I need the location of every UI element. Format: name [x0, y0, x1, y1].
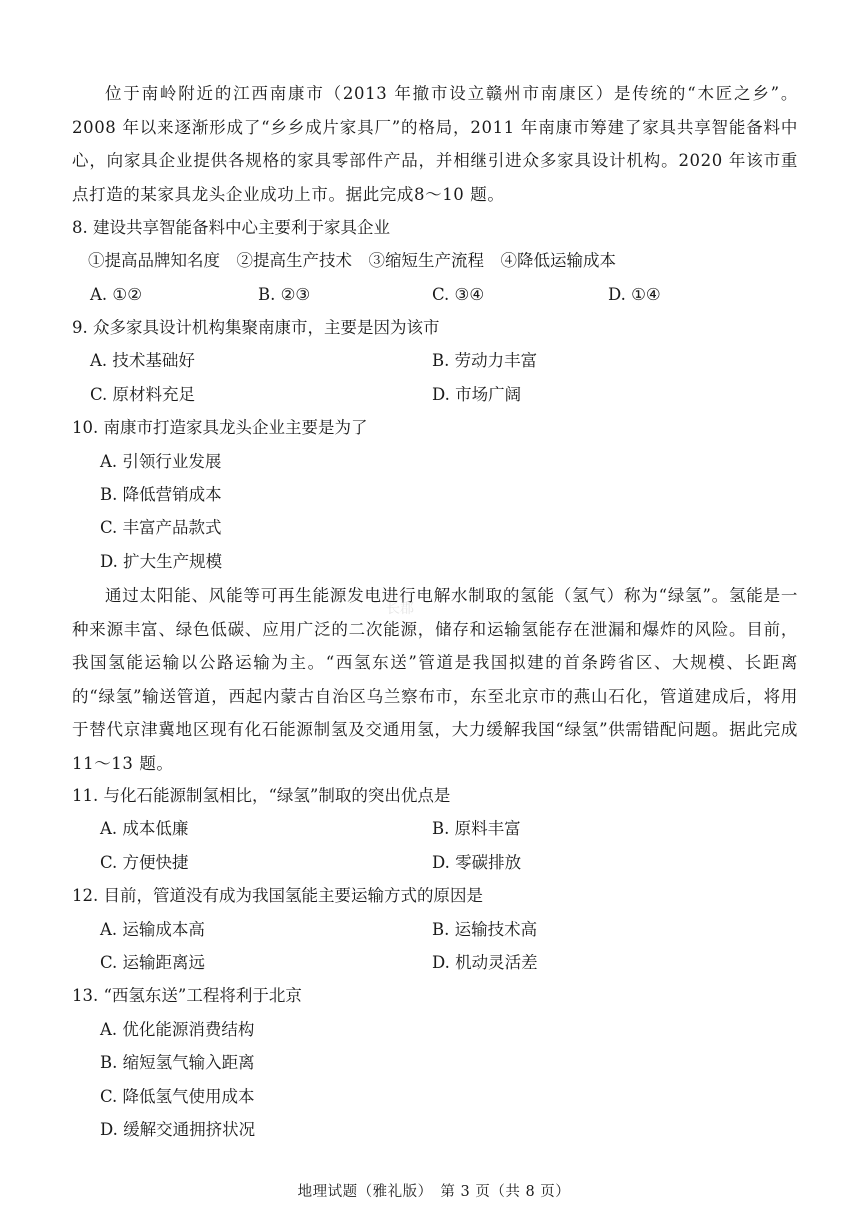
question-8-stem: 8. 建设共享智能备料中心主要利于家具企业 [72, 218, 390, 237]
question-11-option-a: A. 成本低廉 [100, 819, 189, 838]
question-11-option-c: C. 方便快捷 [100, 853, 189, 872]
question-9-option-c: C. 原材料充足 [90, 385, 196, 404]
question-11-option-b: B. 原料丰富 [432, 819, 521, 838]
question-9-stem: 9. 众多家具设计机构集聚南康市，主要是因为该市 [72, 318, 440, 337]
question-12-option-b: B. 运输技术高 [432, 920, 538, 939]
question-12-stem: 12. 目前，管道没有成为我国氢能主要运输方式的原因是 [72, 886, 483, 905]
question-11-stem: 11. 与化石能源制氢相比，“绿氢”制取的突出优点是 [72, 786, 451, 805]
question-12-option-c: C. 运输距离远 [100, 953, 206, 972]
question-13-option-b: B. 缩短氢气输入距离 [100, 1053, 255, 1072]
question-8-items: ①提高品牌知名度 ②提高生产技术 ③缩短生产流程 ④降低运输成本 [88, 251, 616, 270]
passage-nankang: 位于南岭附近的江西南康市（2013 年撤市设立赣州市南康区）是传统的“木匠之乡”。2008 年以来逐渐形成了“乡乡成片家具厂”的格局，2011 年南康市筹建了家具共享智能备料中心，向家具企业提供各规格的家具零部件产品，并相继引进众多家具设计机构。2020 年该市重点打造的某家具龙头企业成功上市。据此完成8～10 题。 [72, 84, 798, 204]
question-8-option-b: B. ②③ [258, 285, 311, 304]
question-10-option-c: C. 丰富产品款式 [100, 518, 222, 537]
question-10-option-a: A. 引领行业发展 [100, 452, 222, 471]
question-10-stem: 10. 南康市打造家具龙头企业主要是为了 [72, 418, 368, 437]
question-13-option-c: C. 降低氢气使用成本 [100, 1087, 255, 1106]
question-9-option-b: B. 劳动力丰富 [432, 351, 538, 370]
question-9-option-d: D. 市场广阔 [432, 385, 522, 404]
question-12-option-d: D. 机动灵活差 [432, 953, 538, 972]
watermark: 长郡 [386, 601, 414, 617]
question-8-option-a: A. ①② [90, 285, 142, 304]
question-8-option-d: D. ①④ [608, 285, 661, 304]
question-11-option-d: D. 零碳排放 [432, 853, 522, 872]
question-10-option-d: D. 扩大生产规模 [100, 552, 223, 571]
question-13-stem: 13. “西氢东送”工程将利于北京 [72, 986, 302, 1005]
question-9-option-a: A. 技术基础好 [90, 351, 195, 370]
question-13-option-d: D. 缓解交通拥挤状况 [100, 1120, 256, 1139]
question-8-option-c: C. ③④ [432, 285, 485, 304]
page-footer: 地理试题（雅礼版） 第 3 页（共 8 页） [297, 1184, 571, 1200]
passage-green-hydrogen: 通过太阳能、风能等可再生能源发电进行电解水制取的氢能（氢气）称为“绿氢”。氢能是一种来源丰富、绿色低碳、应用广泛的二次能源，储存和运输氢能存在泄漏和爆炸的风险。目前，我国氢能运输以公路运输为主。“西氢东送”管道是我国拟建的首条跨省区、大规模、长距离的“绿氢”输送管道，西起内蒙古自治区乌兰察布市，东至北京市的燕山石化，管道建成后，将用于替代京津冀地区现有化石能源制氢及交通用氢，大力缓解我国“绿氢”供需错配问题。据此完成 11～13 题。 [72, 586, 798, 773]
question-12-option-a: A. 运输成本高 [100, 920, 205, 939]
question-10-option-b: B. 降低营销成本 [100, 485, 222, 504]
question-13-option-a: A. 优化能源消费结构 [100, 1020, 255, 1039]
